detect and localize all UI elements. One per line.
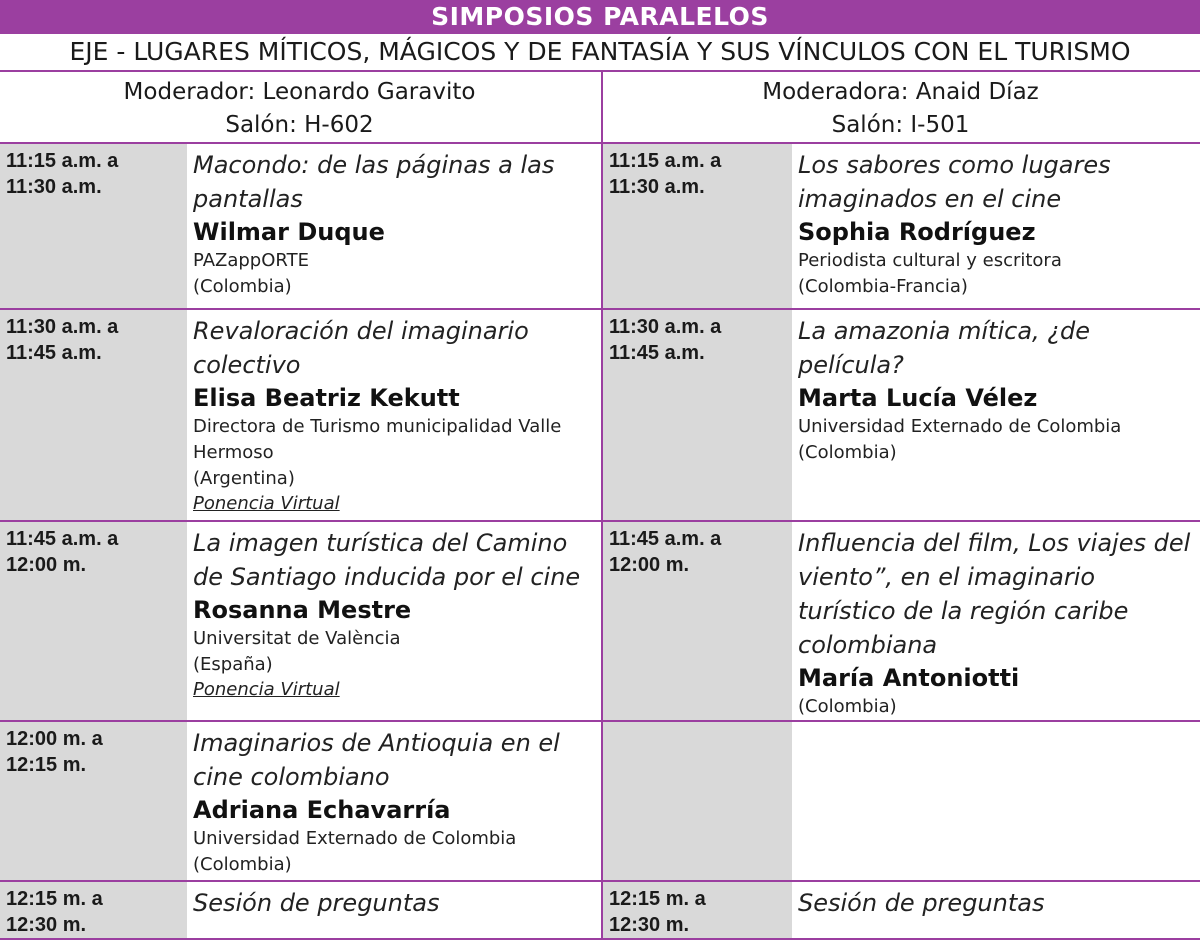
time-end: 12:00 m.: [6, 554, 87, 576]
speaker-name: Marta Lucía Vélez: [798, 384, 1038, 412]
speaker-country: (Colombia-Francia): [798, 276, 968, 297]
talk-title: Sesión de preguntas: [798, 889, 1045, 917]
talk-title: Sesión de preguntas: [193, 889, 440, 917]
time-cell-empty: [602, 721, 792, 881]
talk-title: Revaloración del imaginario colectivo: [193, 317, 529, 379]
time-start: 11:30 a.m. a: [609, 316, 722, 338]
talk-title: Influencia del film, Los viajes del viento”, en el imaginario turístico de la región caribe colombiana: [798, 529, 1191, 659]
speaker-name: María Antoniotti: [798, 664, 1020, 692]
program-table: [0, 70, 1200, 940]
speaker-affiliation: PAZappORTE: [193, 250, 309, 271]
time-cell: [0, 881, 187, 939]
left-room: Salón: H-602: [225, 112, 374, 138]
speaker-country: (Colombia): [798, 696, 897, 717]
virtual-note: Ponencia Virtual: [193, 679, 340, 700]
talk-cell: [187, 721, 602, 881]
axis-title: EJE - LUGARES MÍTICOS, MÁGICOS Y DE FANTASÍA Y SUS VÍNCULOS CON EL TURISMO: [0, 34, 1200, 70]
time-start: 12:15 m. a: [6, 888, 103, 910]
speaker-name: Rosanna Mestre: [193, 596, 412, 624]
speaker-country: (Colombia): [193, 276, 292, 297]
talk-title: Macondo: de las páginas a las pantallas: [193, 151, 555, 213]
time-cell: [602, 521, 792, 721]
time-end: 12:30 m.: [6, 914, 87, 936]
left-moderator: Moderador: Leonardo Garavito: [123, 79, 476, 105]
time-start: 12:15 m. a: [609, 888, 706, 910]
speaker-country: (Colombia): [193, 854, 292, 875]
time-end: 12:30 m.: [609, 914, 690, 936]
left-room-header: [0, 71, 602, 143]
talk-cell: [187, 143, 602, 309]
right-room: Salón: I-501: [831, 112, 970, 138]
talk-cell: [187, 309, 602, 521]
speaker-name: Adriana Echavarría: [193, 796, 451, 824]
talk-cell: [792, 143, 1200, 309]
speaker-country: (España): [193, 654, 273, 675]
talk-cell: [792, 309, 1200, 521]
time-start: 12:00 m. a: [6, 728, 103, 750]
time-start: 11:30 a.m. a: [6, 316, 119, 338]
time-start: 11:45 a.m. a: [6, 528, 119, 550]
time-end: 11:30 a.m.: [609, 176, 705, 198]
time-cell: [602, 309, 792, 521]
talk-cell-empty: [792, 721, 1200, 881]
virtual-note: Ponencia Virtual: [193, 493, 340, 514]
speaker-name: Wilmar Duque: [193, 218, 385, 246]
table-row: [0, 309, 1200, 521]
right-moderator: Moderadora: Anaid Díaz: [762, 79, 1039, 105]
time-end: 12:15 m.: [6, 754, 87, 776]
speaker-name: Sophia Rodríguez: [798, 218, 1036, 246]
talk-cell: [187, 521, 602, 721]
table-row: [0, 143, 1200, 309]
time-cell: [0, 309, 187, 521]
table-row: [0, 721, 1200, 881]
time-start: 11:15 a.m. a: [609, 150, 722, 172]
speaker-name: Elisa Beatriz Kekutt: [193, 384, 460, 412]
speaker-affiliation: Universitat de València: [193, 628, 401, 649]
talk-title: La imagen turística del Camino de Santiago inducida por el cine: [193, 529, 581, 591]
speaker-country: (Colombia): [798, 442, 897, 463]
time-start: 11:45 a.m. a: [609, 528, 722, 550]
talk-cell: [792, 521, 1200, 721]
speaker-affiliation: Periodista cultural y escritora: [798, 250, 1062, 271]
time-cell: [602, 143, 792, 309]
talk-title: Imaginarios de Antioquia en el cine colombiano: [193, 729, 560, 791]
talk-cell: [792, 881, 1200, 939]
time-cell: [0, 721, 187, 881]
speaker-affiliation: Directora de Turismo municipalidad Valle Hermoso: [193, 416, 562, 463]
time-end: 11:30 a.m.: [6, 176, 102, 198]
talk-title: La amazonia mítica, ¿de película?: [798, 317, 1091, 379]
time-end: 11:45 a.m.: [609, 342, 705, 364]
section-banner: SIMPOSIOS PARALELOS: [0, 0, 1200, 34]
time-end: 11:45 a.m.: [6, 342, 102, 364]
time-end: 12:00 m.: [609, 554, 690, 576]
talk-title: Los sabores como lugares imaginados en el cine: [798, 151, 1111, 213]
time-cell: [602, 881, 792, 939]
time-start: 11:15 a.m. a: [6, 150, 119, 172]
right-room-header: [602, 71, 1200, 143]
speaker-country: (Argentina): [193, 468, 295, 489]
time-cell: [0, 521, 187, 721]
time-cell: [0, 143, 187, 309]
speaker-affiliation: Universidad Externado de Colombia: [193, 828, 517, 849]
table-row: [0, 521, 1200, 721]
room-header-row: [0, 71, 1200, 143]
talk-cell: [187, 881, 602, 939]
table-row: [0, 881, 1200, 939]
speaker-affiliation: Universidad Externado de Colombia: [798, 416, 1122, 437]
